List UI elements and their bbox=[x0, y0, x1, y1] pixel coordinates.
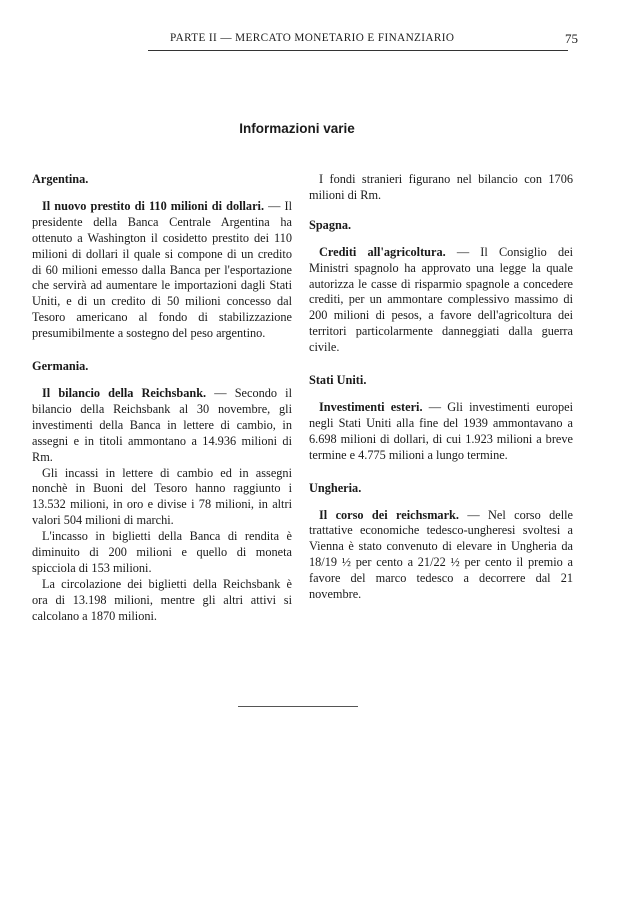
footer-rule bbox=[238, 706, 358, 707]
country-heading-ungheria: Ungheria. bbox=[309, 480, 362, 495]
article-germania bbox=[32, 386, 292, 466]
article-body-argentina: — Il presidente della Banca Centrale Argentina ha ottenuto a Washington il cosidetto prestito dei 110 milioni di dollari il quale si compone di un credito di 60 milioni emesso dalla Banca per l'esportazione che servirà ad aumentare le importazioni dagli Stati Uniti, e di un credito di 50 milioni concesso dal Tesoro americano al fondo di stabilizzazione presumibilmente a sostegno del peso argentino. bbox=[32, 198, 292, 341]
article-body-germania: — Secondo il bilancio della Reichsbank al 30 novembre, gli investimenti della Banca in lettere di cambio, in assegni e in titoli ammontano a 14.936 milioni di Rm. bbox=[32, 385, 293, 464]
article-body-stati-uniti: — Gli investimenti europei negli Stati Uniti alla fine del 1939 ammontavano a 6.698 milioni di dollari, di cui 1.923 milioni a breve termine e 4.775 milioni a lungo termine. bbox=[309, 399, 573, 462]
running-title: PARTE II — MERCATO MONETARIO E FINANZIARIO bbox=[170, 32, 455, 44]
article-heading-argentina: Il nuovo prestito di 110 milioni di dollari. bbox=[42, 198, 265, 213]
article-heading-germania: Il bilancio della Reichsbank. bbox=[42, 385, 207, 400]
article-ungheria bbox=[309, 508, 573, 603]
article-stati-uniti bbox=[309, 400, 573, 464]
article-heading-spagna: Crediti all'agricoltura. bbox=[319, 244, 446, 259]
country-heading-stati-uniti: Stati Uniti. bbox=[309, 373, 367, 388]
paragraph-fondi-stranieri: I fondi stranieri figurano nel bilancio con 1706 milioni di Rm. bbox=[309, 172, 573, 202]
right-column bbox=[309, 172, 573, 603]
left-column bbox=[32, 172, 292, 625]
country-heading-argentina: Argentina. bbox=[32, 172, 89, 186]
article-spagna bbox=[309, 245, 573, 356]
paragraph-germania-circolazione: La circolazione dei biglietti della Reichsbank è ora di 13.198 milioni, mentre gli altri attivi si calcolano a 1870 milioni. bbox=[32, 576, 292, 623]
country-heading-spagna: Spagna. bbox=[309, 217, 352, 232]
paragraph-germania-incasso: L'incasso in biglietti della Banca di rendita è diminuito di 200 milioni e quello di moneta spicciola di 153 milioni. bbox=[32, 529, 292, 575]
article-argentina bbox=[32, 199, 292, 342]
header-rule bbox=[148, 50, 568, 51]
running-header bbox=[148, 30, 578, 54]
article-body-spagna: — Il Consiglio dei Ministri spagnolo ha approvato una legge la quale autorizza le casse di risparmio spagnole a concedere crediti, per un ammontare complessivo massimo di 200 milioni di pesos, a favore dell'agricoltura dei territori particolarmente danneggiati dalla guerra civile. bbox=[309, 244, 573, 355]
article-heading-ungheria: Il corso dei reichsmark. bbox=[319, 507, 459, 522]
section-title: Informazioni varie bbox=[239, 121, 355, 136]
article-heading-stati-uniti: Investimenti esteri. bbox=[319, 399, 423, 414]
page-number: 75 bbox=[565, 31, 578, 46]
article-body-ungheria: — Nel corso delle trattative economiche tedesco-ungheresi svoltesi a Vienna è stato convenuto di elevare in Ungheria da 18/19 ½ per cento a 21/22 ½ per cento il premio a favore del marco tedesco a decorrere dal 21 novembre. bbox=[309, 507, 574, 602]
country-heading-germania: Germania. bbox=[32, 359, 89, 374]
paragraph-germania-incassi: Gli incassi in lettere di cambio ed in assegni nonchè in Buoni del Tesoro hanno raggiunto i 13.532 milioni, in oro e divise i 78 milioni, in altri valori 504 milioni di marchi. bbox=[32, 465, 292, 528]
